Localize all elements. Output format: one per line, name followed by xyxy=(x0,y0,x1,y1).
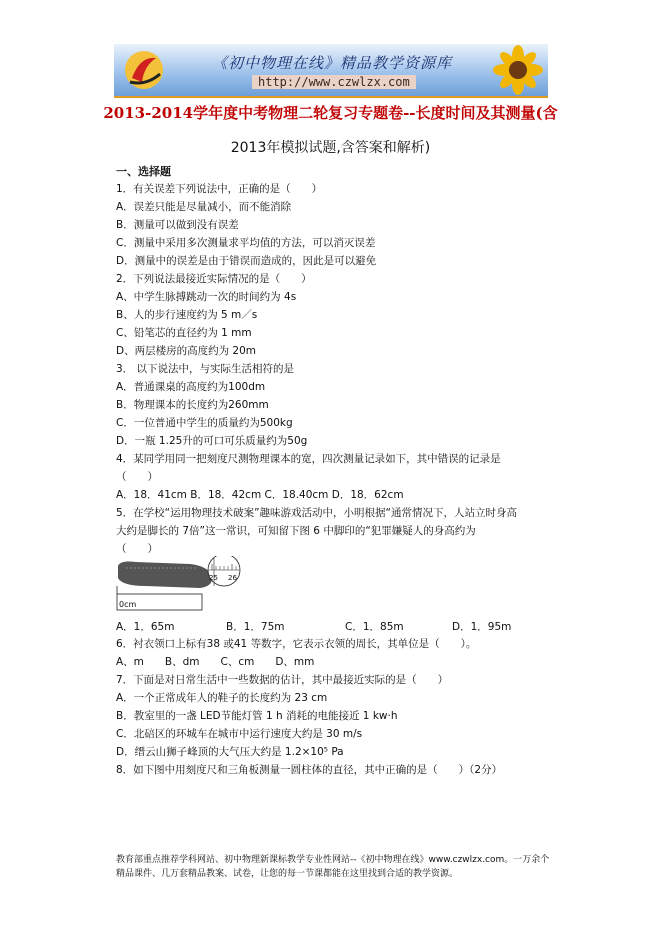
scale-zero-label: 0cm xyxy=(119,600,137,609)
question-line: C．测量中采用多次测量求平均值的方法，可以消灭误差 xyxy=(116,237,376,249)
option-c: C．1．85m xyxy=(345,621,404,633)
banner-title: 《初中物理在线》精品教学资源库 xyxy=(212,54,453,72)
question-line: 2．下列说法最接近实际情况的是（ ） xyxy=(116,273,312,285)
question-line: A、中学生脉搏跳动一次的时间约为 4s xyxy=(116,291,297,303)
question-line: B．测量可以做到没有误差 xyxy=(116,219,239,231)
scale-26-label: 26 xyxy=(228,574,237,582)
question-line: 7．下面是对日常生活中一些数据的估计，其中最接近实际的是（ ） xyxy=(116,674,449,686)
option-b: B．1．75m xyxy=(226,621,285,633)
page-footer: 教育部重点推荐学科网站、初中物理新课标教学专业性网站--《初中物理在线》www.czwlzx.com。一万余个精品课件、几万套精品教案、试卷，让您的每一节课都能在这里找到合适的教学资源。 xyxy=(116,855,550,879)
question-line: 1．有关误差下列说法中，正确的是（ ） xyxy=(116,183,323,195)
question-line: C．北碚区的环城车在城市中运行速度大约是 30 m/s xyxy=(116,728,363,740)
question-line: 6．衬衣领口上标有38 或41 等数字，它表示衣领的周长，其单位是（ ）。 xyxy=(116,638,477,650)
question-line: A．一个正常成年人的鞋子的长度约为 23 cm xyxy=(116,692,328,704)
question-line: 8．如下图中用刻度尺和三角板测量一圆柱体的直径，其中正确的是（ ）（2分） xyxy=(116,764,503,776)
document-title-line2: 2013年模拟试题,含答案和解析) xyxy=(230,140,431,156)
header-banner xyxy=(114,44,548,98)
section-heading: 一、选择题 xyxy=(116,165,171,178)
question-line: D、两层楼房的高度约为 20m xyxy=(116,345,257,357)
question-line: C．一位普通中学生的质量约为500kg xyxy=(116,417,293,429)
question-line: A．误差只能是尽量减小，而不能消除 xyxy=(116,201,292,213)
question-line: 5．在学校“运用物理技术破案”趣味游戏活动中，小明根据“通常情况下，人站立时身高 xyxy=(116,507,517,519)
question-line: 4．某同学用同一把刻度尺测物理课本的宽，四次测量记录如下，其中错误的记录是 xyxy=(116,453,501,465)
question-line: （ ） xyxy=(116,471,158,483)
sunflower-icon xyxy=(478,44,548,96)
banner-url[interactable]: http://www.czwlzx.com xyxy=(252,75,416,89)
option-a: A．1．65m xyxy=(116,621,175,633)
option-d: D．1．95m xyxy=(452,621,512,633)
question-line: B．物理课本的长度约为260mm xyxy=(116,399,269,411)
question-line: A．普通课桌的高度约为100dm xyxy=(116,381,266,393)
question-line: B、人的步行速度约为 5 m／s xyxy=(116,309,258,321)
question-line: B．教室里的一盏 LED节能灯管 1 h 消耗的电能接近 1 kw·h xyxy=(116,710,398,722)
question-line: A、m B、dm C、cm D、mm xyxy=(116,656,315,668)
question-line: C、铅笔芯的直径约为 1 mm xyxy=(116,327,252,339)
question-line: 大约是脚长的 7倍”这一常识，可知留下图 6 中脚印的“犯罪嫌疑人的身高约为 xyxy=(116,525,476,537)
question-line: D．缙云山狮子峰顶的大气压大约是 1.2×10⁵ Pa xyxy=(116,746,344,758)
question-line: A．18．41cm B．18．42cm C．18.40cm D．18．62cm xyxy=(116,489,404,501)
question-line: 3． 以下说法中，与实际生活相符的是 xyxy=(116,363,295,375)
document-title-line1: 2013-2014学年度中考物理二轮复习专题卷--长度时间及其测量(含 xyxy=(103,104,558,122)
question-line: （ ） xyxy=(116,543,158,555)
question-line: D．测量中的误差是由于错误而造成的，因此是可以避免 xyxy=(116,255,377,267)
footprint-ruler-figure xyxy=(116,556,242,612)
site-logo-icon xyxy=(120,48,166,92)
question-line: D．一瓶 1.25升的可口可乐质量约为50g xyxy=(116,435,308,447)
scale-25-label: 25 xyxy=(209,574,218,582)
